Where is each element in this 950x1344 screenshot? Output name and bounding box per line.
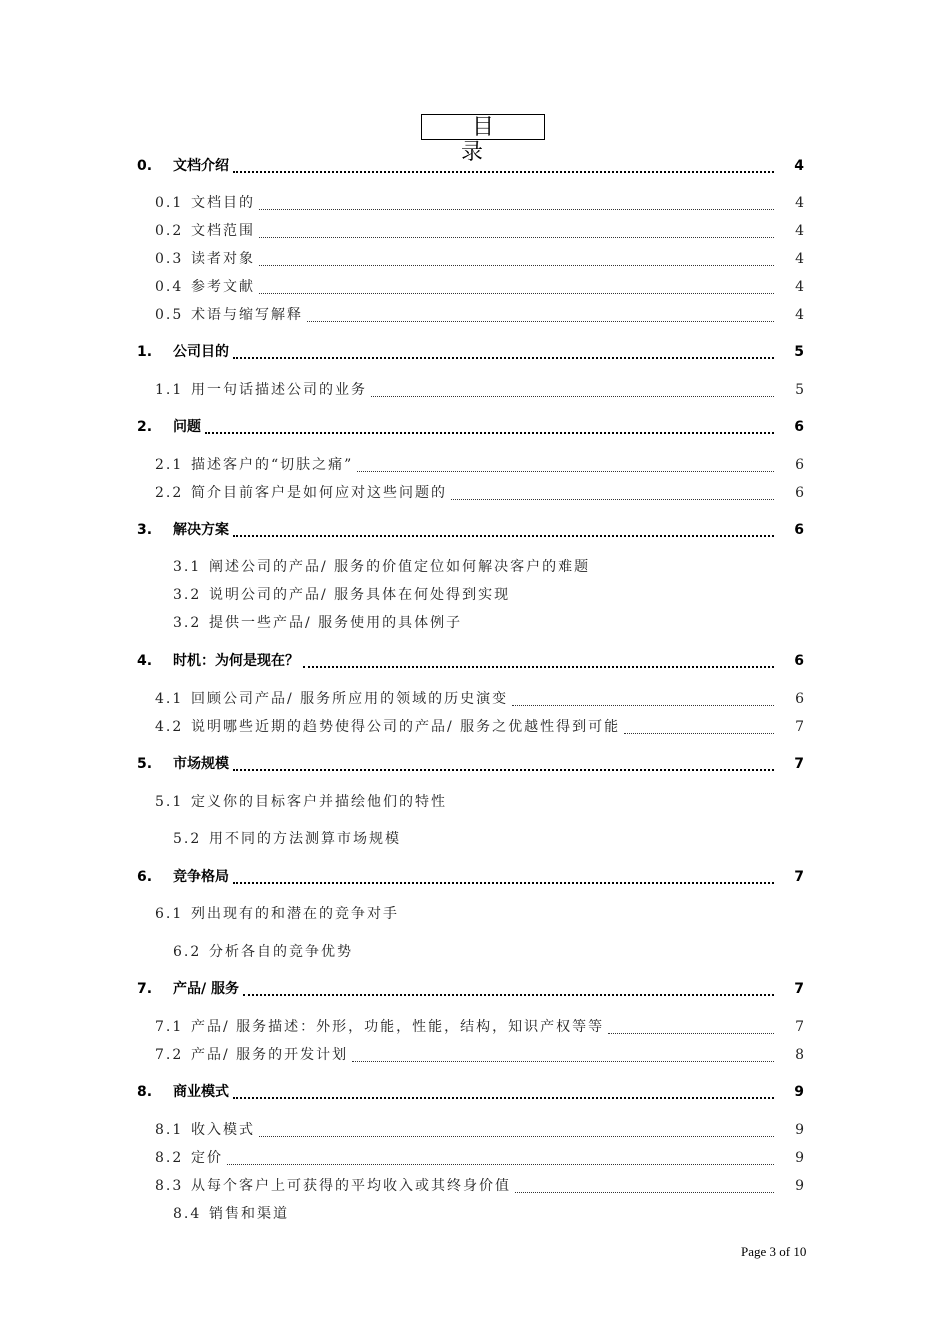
toc-entry-number: 5.2 — [173, 831, 202, 847]
toc-entry-number: 0.3 — [155, 251, 184, 267]
toc-dot-leader — [303, 664, 774, 668]
toc-entry-label: 读者对象 — [191, 251, 255, 267]
toc-entry-number: 1. — [137, 344, 153, 360]
toc-section-entry[interactable] — [0, 791, 950, 813]
toc-entry-label: 文档目的 — [191, 195, 255, 211]
toc-entry-label: 从每个客户上可获得的平均收入或其终身价值 — [191, 1178, 511, 1194]
toc-entry-number: 8.3 — [155, 1178, 184, 1194]
toc-page-number: 7 — [795, 719, 804, 735]
toc-entry-number: 2.2 — [155, 485, 184, 501]
toc-entry-number: 7. — [137, 981, 153, 997]
toc-entry-number: 8. — [137, 1084, 153, 1100]
toc-chapter-entry[interactable] — [0, 650, 950, 672]
toc-page-number: 9 — [795, 1150, 804, 1166]
toc-section-entry[interactable] — [0, 1016, 950, 1038]
toc-chapter-entry[interactable] — [0, 416, 950, 438]
toc-chapter-entry[interactable] — [0, 519, 950, 541]
toc-section-entry[interactable] — [0, 1119, 950, 1141]
toc-entry-number: 1.1 — [155, 382, 184, 398]
toc-entry-label: 说明公司的产品/ 服务具体在何处得到实现 — [209, 587, 511, 603]
toc-entry-number: 0.1 — [155, 195, 184, 211]
toc-entry-number: 3.2 — [173, 587, 202, 603]
toc-section-entry[interactable] — [0, 1175, 950, 1197]
toc-entry-label: 产品/ 服务 — [173, 981, 239, 997]
toc-page-number: 6 — [794, 522, 804, 538]
toc-dot-leader — [357, 469, 774, 472]
toc-entry-number: 6. — [137, 869, 153, 885]
toc-section-entry[interactable] — [0, 584, 950, 606]
toc-entry-number: 3. — [137, 522, 153, 538]
toc-entry-number: 0.4 — [155, 279, 184, 295]
toc-page-number: 4 — [795, 307, 804, 323]
toc-page-number: 4 — [795, 223, 804, 239]
toc-page-number: 9 — [795, 1178, 804, 1194]
toc-section-entry[interactable] — [0, 941, 950, 963]
toc-section-entry[interactable] — [0, 248, 950, 270]
toc-entry-number: 5.1 — [155, 794, 184, 810]
toc-dot-leader — [624, 731, 774, 734]
toc-dot-leader — [259, 291, 774, 294]
toc-dot-leader — [307, 319, 774, 322]
toc-page-number: 5 — [794, 344, 804, 360]
toc-entry-label: 参考文献 — [191, 279, 255, 295]
toc-page-number: 6 — [795, 457, 804, 473]
toc-entry-number: 7.2 — [155, 1047, 184, 1063]
toc-section-entry[interactable] — [0, 903, 950, 925]
toc-entry-label: 列出现有的和潜在的竞争对手 — [191, 906, 399, 922]
toc-section-entry[interactable] — [0, 1203, 950, 1225]
toc-section-entry[interactable] — [0, 556, 950, 578]
toc-dot-leader — [227, 1162, 774, 1165]
toc-dot-leader — [233, 169, 774, 173]
toc-dot-leader — [371, 394, 774, 397]
toc-chapter-entry[interactable] — [0, 341, 950, 363]
toc-entry-number: 8.2 — [155, 1150, 184, 1166]
toc-entry-label: 产品/ 服务的开发计划 — [191, 1047, 349, 1063]
toc-dot-leader — [233, 533, 774, 537]
toc-entry-label: 收入模式 — [191, 1122, 255, 1138]
toc-dot-leader — [243, 992, 774, 996]
toc-entry-number: 0.5 — [155, 307, 184, 323]
toc-page-number: 8 — [795, 1047, 804, 1063]
toc-entry-number: 0. — [137, 158, 153, 174]
toc-entry-label: 阐述公司的产品/ 服务的价值定位如何解决客户的难题 — [209, 559, 591, 575]
toc-entry-label: 解决方案 — [173, 522, 229, 538]
toc-dot-leader — [451, 497, 774, 500]
toc-chapter-entry[interactable] — [0, 1081, 950, 1103]
toc-section-entry[interactable] — [0, 304, 950, 326]
toc-entry-label: 描述客户的“切肤之痛” — [191, 457, 354, 473]
toc-entry-number: 4.2 — [155, 719, 184, 735]
toc-chapter-entry[interactable] — [0, 978, 950, 1000]
toc-section-entry[interactable] — [0, 688, 950, 710]
toc-section-entry[interactable] — [0, 482, 950, 504]
toc-page-number: 7 — [794, 756, 804, 772]
toc-page-number: 6 — [795, 485, 804, 501]
toc-entry-number: 4.1 — [155, 691, 184, 707]
toc-page-number: 4 — [795, 195, 804, 211]
toc-page-number: 9 — [795, 1122, 804, 1138]
toc-page-number: 7 — [794, 869, 804, 885]
toc-section-entry[interactable] — [0, 612, 950, 634]
toc-entry-label: 商业模式 — [173, 1084, 229, 1100]
toc-entry-label: 竞争格局 — [173, 869, 229, 885]
toc-dot-leader — [259, 207, 774, 210]
toc-dot-leader — [259, 1134, 774, 1137]
toc-dot-leader — [608, 1031, 774, 1034]
toc-entry-label: 时机：为何是现在？ — [173, 653, 299, 669]
toc-section-entry[interactable] — [0, 220, 950, 242]
toc-entry-number: 6.2 — [173, 944, 202, 960]
toc-entry-number: 8.4 — [173, 1206, 202, 1222]
toc-page-number: 9 — [794, 1084, 804, 1100]
toc-entry-number: 6.1 — [155, 906, 184, 922]
toc-entry-label: 提供一些产品/ 服务使用的具体例子 — [209, 615, 463, 631]
toc-dot-leader — [352, 1059, 774, 1062]
toc-page-number: 6 — [795, 691, 804, 707]
toc-dot-leader — [515, 1190, 774, 1193]
toc-page-number: 6 — [794, 419, 804, 435]
toc-entry-label: 定义你的目标客户并描绘他们的特性 — [191, 794, 447, 810]
toc-entry-label: 文档范围 — [191, 223, 255, 239]
toc-dot-leader — [259, 235, 774, 238]
toc-entry-label: 术语与缩写解释 — [191, 307, 303, 323]
toc-section-entry[interactable] — [0, 1044, 950, 1066]
toc-dot-leader — [512, 703, 774, 706]
toc-entry-label: 用不同的方法测算市场规模 — [209, 831, 401, 847]
page-footer: Page 3 of 10 — [741, 1244, 807, 1259]
toc-entry-label: 销售和渠道 — [209, 1206, 289, 1222]
toc-entry-number: 3.1 — [173, 559, 202, 575]
toc-entry-label: 简介目前客户是如何应对这些问题的 — [191, 485, 447, 501]
toc-page-number: 7 — [794, 981, 804, 997]
toc-entry-label: 文档介绍 — [173, 158, 229, 174]
toc-entry-number: 8.1 — [155, 1122, 184, 1138]
toc-section-entry[interactable] — [0, 192, 950, 214]
toc-page-number: 7 — [795, 1019, 804, 1035]
toc-entry-label: 定价 — [191, 1150, 223, 1166]
toc-page-number: 4 — [795, 279, 804, 295]
toc-chapter-entry[interactable] — [0, 155, 950, 177]
toc-page-number: 5 — [795, 382, 804, 398]
toc-dot-leader — [233, 1095, 774, 1099]
toc-dot-leader — [233, 880, 774, 884]
toc-entry-label: 分析各自的竞争优势 — [209, 944, 353, 960]
toc-entry-number: 7.1 — [155, 1019, 184, 1035]
toc-entry-number: 0.2 — [155, 223, 184, 239]
toc-section-entry[interactable] — [0, 828, 950, 850]
toc-chapter-entry[interactable] — [0, 866, 950, 888]
toc-page-number: 4 — [794, 158, 804, 174]
toc-title: 目 录 — [421, 114, 545, 140]
toc-entry-label: 问题 — [173, 419, 201, 435]
toc-dot-leader — [233, 355, 774, 359]
toc-page-number: 4 — [795, 251, 804, 267]
toc-page-number: 6 — [794, 653, 804, 669]
toc-entry-number: 5. — [137, 756, 153, 772]
toc-entry-label: 市场规模 — [173, 756, 229, 772]
toc-dot-leader — [233, 767, 774, 771]
toc-dot-leader — [205, 430, 774, 434]
toc-chapter-entry[interactable] — [0, 753, 950, 775]
toc-section-entry[interactable] — [0, 276, 950, 298]
toc-entry-label: 用一句话描述公司的业务 — [191, 382, 367, 398]
toc-entry-number: 2. — [137, 419, 153, 435]
toc-entry-label: 公司目的 — [173, 344, 229, 360]
toc-section-entry[interactable] — [0, 379, 950, 401]
toc-entry-label: 回顾公司产品/ 服务所应用的领域的历史演变 — [191, 691, 509, 707]
toc-section-entry[interactable] — [0, 454, 950, 476]
toc-entry-number: 4. — [137, 653, 153, 669]
toc-section-entry[interactable] — [0, 1147, 950, 1169]
toc-section-entry[interactable] — [0, 716, 950, 738]
toc-entry-label: 说明哪些近期的趋势使得公司的产品/ 服务之优越性得到可能 — [191, 719, 621, 735]
toc-entry-number: 2.1 — [155, 457, 184, 473]
toc-entry-number: 3.2 — [173, 615, 202, 631]
toc-entry-label: 产品/ 服务描述：外形，功能，性能，结构，知识产权等等 — [191, 1019, 605, 1035]
toc-dot-leader — [259, 263, 774, 266]
